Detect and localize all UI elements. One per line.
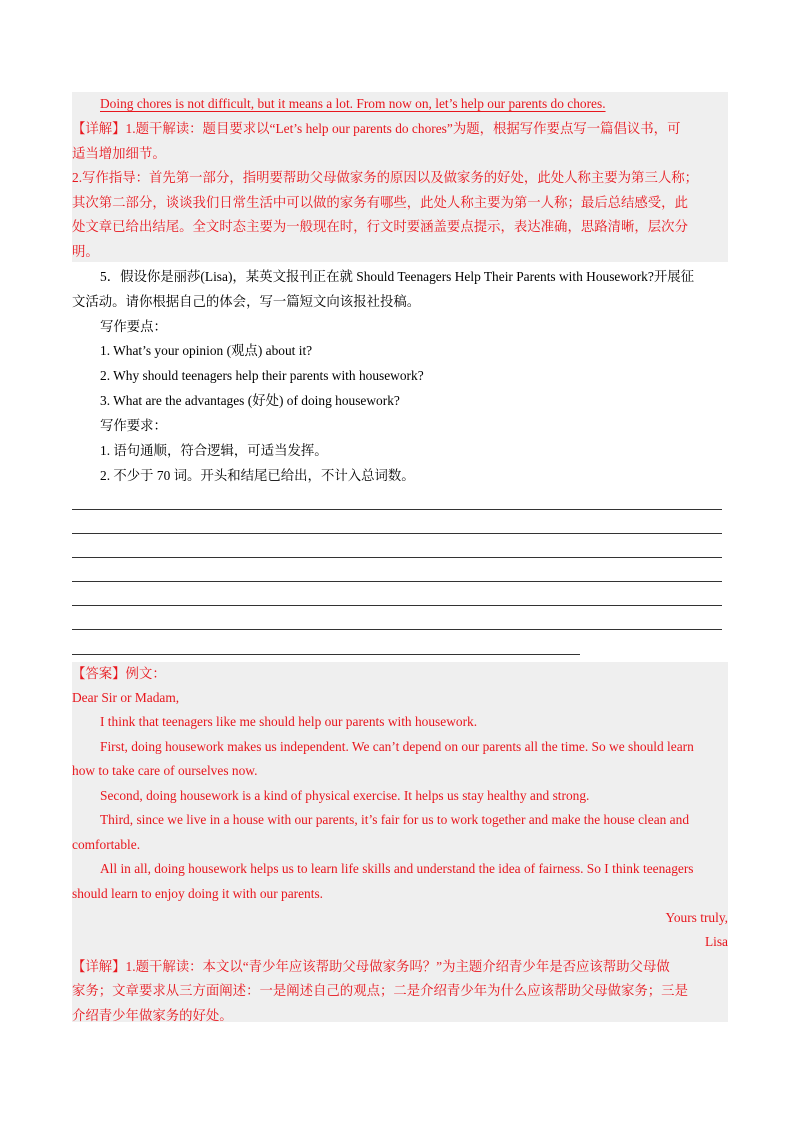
detail-line: 介绍青少年做家务的好处。 bbox=[72, 1008, 233, 1023]
writing-line bbox=[72, 629, 722, 630]
letter-greeting: Dear Sir or Madam, bbox=[72, 690, 180, 705]
letter-line: comfortable. bbox=[72, 837, 141, 852]
detail-line: 【详解】1.题干解读：题目要求以“Let’s help our parents do chores”为题，根据写作要点写一篇倡议书，可 bbox=[72, 121, 681, 136]
detail-line: 【详解】1.题干解读：本文以“青少年应该帮助父母做家务吗？”为主题介绍青少年是否应该帮助父母做 bbox=[72, 959, 670, 974]
question-prompt: 文活动。请你根据自己的体会，写一篇短文向该报社投稿。 bbox=[72, 294, 421, 309]
writing-line bbox=[72, 581, 722, 582]
letter-line: Third, since we live in a house with our parents, it’s fair for us to work together and make the house clean and bbox=[100, 812, 690, 827]
points-title: 写作要点： bbox=[100, 319, 167, 334]
requirement: 2. 不少于 70 词。开头和结尾已给出，不计入总词数。 bbox=[100, 468, 415, 483]
letter-line: I think that teenagers like me should help our parents with housework. bbox=[100, 714, 478, 729]
writing-line bbox=[72, 605, 722, 606]
letter-line: should learn to enjoy doing it with our parents. bbox=[72, 886, 324, 901]
letter-line: First, doing housework makes us independent. We can’t depend on our parents all the time. So we should learn bbox=[100, 739, 694, 754]
writing-point: 1. What’s your opinion (观点) about it? bbox=[100, 343, 313, 358]
detail-line: 家务；文章要求从三方面阐述：一是阐述自己的观点；二是介绍青少年为什么应该帮助父母做家务；三是 bbox=[72, 983, 688, 998]
letter-line: Second, doing housework is a kind of physical exercise. It helps us stay healthy and strong. bbox=[100, 788, 590, 803]
requirement: 1. 语句通顺，符合逻辑，可适当发挥。 bbox=[100, 443, 328, 458]
letter-closing: Yours truly, bbox=[665, 910, 728, 925]
detail-line: 明。 bbox=[72, 244, 99, 259]
detail-line: 处文章已给出结尾。全文时态主要为一般现在时，行文时要涵盖要点提示，表达准确，思路清晰，层次分 bbox=[72, 219, 688, 234]
writing-line bbox=[72, 533, 722, 534]
writing-point: 2. Why should teenagers help their parents with housework? bbox=[100, 368, 424, 383]
letter-line: how to take care of ourselves now. bbox=[72, 763, 258, 778]
detail-line: 2.写作指导：首先第一部分，指明要帮助父母做家务的原因以及做家务的好处，此处人称主要为第三人称； bbox=[72, 170, 699, 185]
writing-line bbox=[72, 654, 580, 655]
requirements-title: 写作要求： bbox=[100, 418, 167, 433]
letter-line: All in all, doing housework helps us to learn life skills and understand the idea of fairness. So I think teenagers bbox=[100, 861, 694, 876]
writing-line bbox=[72, 557, 722, 558]
letter-signature: Lisa bbox=[704, 934, 728, 949]
writing-point: 3. What are the advantages (好处) of doing housework? bbox=[100, 393, 400, 408]
answer-closing-sentence: Doing chores is not difficult, but it means a lot. From now on, let’s help our parents do chores. bbox=[100, 96, 606, 111]
detail-line: 其次第二部分，谈谈我们日常生活中可以做的家务有哪些，此处人称主要为第一人称；最后总结感受，此 bbox=[72, 195, 688, 210]
question-prompt: 5．假设你是丽莎(Lisa)，某英文报刊正在就 Should Teenagers Help Their Parents with Housework?开展征 bbox=[100, 269, 694, 284]
answer-label: 【答案】例文： bbox=[72, 666, 166, 681]
writing-line bbox=[72, 509, 722, 510]
detail-line: 适当增加细节。 bbox=[72, 146, 166, 161]
